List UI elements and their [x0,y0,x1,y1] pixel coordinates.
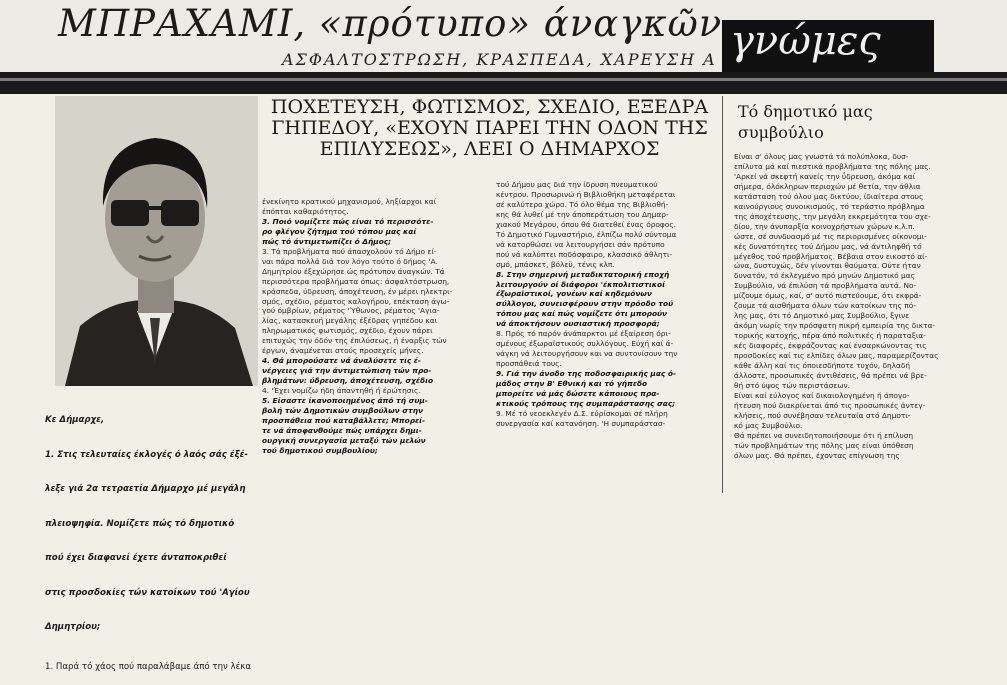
text-line: επιτυχώς την όδόν της έπιλύσεως, ή έναρξις τών [262,336,447,346]
text-line: τών προβλημάτων της πόλης μας είναι ύπόθεση [734,440,914,450]
text-line: όλων μας. Θά πρέπει, έχοντας επίγνωση της [734,450,900,460]
text-line: μάδος στην Β' Εθνική και τό γήπεδο [496,379,648,389]
text-line: δυνατόν, τό έκλεγμένο πρό μηνών Δημοτικό μας [734,271,915,281]
caption-line: πλειοψηφία. Νομίζετε πώς τό δημοτικό [45,518,235,529]
text-line: δίου, την άνυπαρξία κοινοχρήστων χώρων κ.λ.π. [734,221,915,231]
caption-line: Δημητρίου; [45,622,101,632]
text-line: άκόμη νωρίς την πρόσφατη πικρή εμπειρία της δικτα- [734,321,936,331]
text-line: ναι πάρα πολλά διά τον λόγο τούτο ό δήμος 'Α. [262,256,438,266]
text-line: πού νά καλύπτει ποδόσφαιρο, κλασσικό άθλητι- [496,249,673,259]
caption-line: λεξε γιά 2α τετραετία Δήμαρχο μέ μεγάλη [45,484,246,494]
text-line: πώς τό άντιμετωπίζει ό Δήμος; [262,236,392,246]
caption-line: 1. Στις τελευταίες έκλογές ό λαός σάς έξέ- [45,449,249,460]
text-line: ένεκίνητο κρατικού μηχανισμού, ληξίαρχοι καί [262,197,437,206]
caption-line: 1. Παρά τό χάος πού παραλάβαμε άπό την λέκα [45,661,252,672]
page-divider-line [0,78,1007,81]
text-line: Συμβούλιο, νά έπιλύση τά προβλήματα αυτά. Νο- [734,281,917,291]
text-line: 9. Μέ τό νεοεκλεγέν Δ.Σ. εύρίσκομαι σέ πλήρη [496,408,668,418]
text-line: 'Αρκεί νά σκεφτή κανείς την ΰδρευση, άκόμα καί [734,171,916,181]
interview-question-1 [45,392,255,685]
text-line: τε νά άποφανθούμε πώς υπάρχει δημι- [262,425,422,435]
text-line: σέ καλύτερο χώρο. Τό όλο θέμα της Βιβλιοθή- [496,199,669,209]
text-line: μίζουμε όμως, καί, σ' αυτό πιστεύουμε, ότι εκφρά- [734,291,922,301]
text-line: κάθε άλλη καί τις όποιεσδήποτε τυχόν, δηλαδή [734,361,911,371]
text-line: νά κατορθώσει να λειτουργήσει σάν πρότυπο [496,239,665,249]
text-line: ώστε, σέ συνδυασμό μέ τις περιορισμένες οίκονομι- [734,231,927,241]
article-column-2 [496,180,720,493]
text-line: 4. 'Έχει νομίζω ήδη άπαντηθή ή έρώτησις. [262,386,421,396]
text-line: 4. Θά μπορούσατε νά άναλύσετε τις έ- [262,356,421,366]
text-line: νά άποκτήσουν ουσιαστική προσφορά; [496,319,660,329]
page-divider [0,72,1007,94]
text-line: έξωραϊστικοί, γονέων καί κηδεμόνων [496,289,652,299]
text-line: προσδοκίες καί τις ελπίδες όλων μας, παραμερίζοντας [734,351,939,361]
text-line: ρο φλέγον ζήτημα τού τόπου μας καί [262,226,417,236]
text-line: λίας, κατασκευή μεγάλης έξέδρας γηπέδου και [262,316,438,326]
text-line: συνεργασία καί κατανόηση. 'Η συμπαράστασ- [496,418,666,428]
headline-subline: ΑΣΦΑΛΤΟΣΤΡΩΣΗ, ΚΡΑΣΠΕΔΑ, ΧΑΡΕΥΣΗ Α [282,50,717,69]
text-line: θή στό ύψος τών περιστάσεων. [734,380,851,390]
text-line: ώνα, δυστυχώς, δέν γίνονται θαύματα. Ούτε ήταν [734,261,921,271]
section-label: γνώμες [730,18,881,64]
text-line: 3. Ποιό νομίζετε πώς είναι τό περισσότε- [262,216,434,226]
caption-line: πού έχει διαφανεί έχετε άνταποκριθεί [45,553,227,563]
caption-line: στις προσδοκίες τών κατοίκων τού 'Αγίου [45,587,250,598]
sidebar-body [734,152,996,493]
text-line: σμός, σχέδιο, ρέματος καλογήρου, επέκταση άγω- [262,296,450,306]
mayor-portrait-photo [55,96,258,386]
text-line: κράσπεδα, ύδρευση, άποχέτευση, έν μέρει ηλεκτρι- [262,286,453,296]
text-line: λειτουργούν οί διάφοροι 'έκπολιτιστικοί [496,279,665,289]
text-line: κλήσεις, πού συνέβησαν τελευταία στό Δημοτι- [734,410,911,420]
text-line: ήτευση πού διακρίνεται άπό τις προσωπικές άντεγ- [734,400,926,410]
text-line: κης θά λυθεί μέ την άποπεράτωση του Δημαρ- [496,209,669,219]
text-line: επίλυτα μά καί πιεστικά προβλήματα της πόλης μας. [734,161,931,171]
text-line: τού Δήμου μας διά την ίδρυση πνευματικού [496,180,658,189]
text-line: κό μας Συμβούλιο. [734,420,803,430]
text-line: μέγεθος τού προβλήματος. Βέβαια στον εικοστό αί- [734,251,928,261]
text-line: βολή τών Δημοτικών συμβούλων στην [262,406,424,416]
text-line: σμό, μπάσκετ, βόλεϋ, τένις κλπ. [496,259,615,269]
text-line: γού όμβρίων, ρέματος 'Ύθωνος, ρέματος 'Αγια- [262,306,440,316]
text-line: καινούργιους συνοικισμούς, τό τεράστιο πρόβλημα [734,201,925,211]
text-line: 8. Πρός τό παρόν άνάπαρκτοι μέ έξαίρεση όρι- [496,329,671,339]
text-line: κέντρου. Προσωρινώ ή Βιβλιοθήκη μεταφέρεται [496,189,676,199]
text-line: βλημάτων: ύδρευση, άποχέτευση, σχέδιο [262,376,434,386]
sidebar-title: Τό δημοτικό μας συμβούλιο [738,102,873,142]
text-line: ζουμε τά αισθήματα όλων τών κατοίκων της πό- [734,301,916,311]
text-line: κές δυνατότητες τού Δήμου μας, νά άντιληφθή τό [734,241,922,251]
caption-line: Κε Δήμαρχε, [45,415,105,425]
text-line: Είναι σ' όλους μας γνωστά τά πολύπλοκα, δυσ- [734,152,909,161]
text-line: προσπάθεια πού καταβάλλετε; Μπορεί- [262,415,426,425]
text-line: λης μας, ότι τό Δημοτικό μας Συμβούλιο, ξγινε [734,311,910,321]
article-title: ΠΟΧΕΤΕΥΣΗ, ΦΩΤΙΣΜΟΣ, ΣΧΕΔΙΟ, ΕΞΕΔΡΑ ΓΗΠΕΔΟΥ, «ΕΧΟΥΝ ΠΑΡΕΙ ΤΗΝ ΟΔΟΝ ΤΗΣ ΕΠΙΛΥΣΕΩΣ», ΛΕΕΙ Ο ΔΗΜΑΡΧΟΣ [270,96,709,160]
text-line: τορικής κατοχής, πέρα άπό πολιτικές ή παραταξια- [734,331,926,341]
text-line: νάγκη νά λειτουργήσουν και να συντονίσουν την [496,349,678,359]
text-line: πληρωματικός φωτισμός, σχέδιο, έχουν πάρει [262,326,433,336]
text-line: Δημητρίου έξεχώρησε ώς πρότυπον άναγκών. Τά [262,266,445,276]
text-line: κατάσταση τού όλου μας δικτύου, ίδιαίτερα στους [734,191,924,201]
text-line: της άποχέτευσης, την μεγάλη εκκρεμότητα του σχε- [734,211,931,221]
text-line: 9. Γιά την άνοδο της ποδοσφαιρικής μας ό- [496,369,677,379]
text-line: έπόπται καθαριότητος. [262,206,349,216]
text-line: άλλοστε, προσωπικές άντιθέσεις, θά πρέπει νά βρε- [734,370,927,380]
text-line: σύλλογοι, συνεισφέρουν στην πρόοδο τού [496,299,674,309]
text-line: Είναι καί εύλογος καί δικαιολογημένη ή άπογο- [734,390,910,400]
text-line: 8. Στην σημερινή μεταδικτατορική εποχή [496,269,670,279]
text-line: σμένους έξωραϊστικούς συλλόγους. Εύχή καί ά- [496,339,674,349]
text-line: τόπου μας καί πώς νομίζετε ότι μπορούν [496,309,668,319]
front-headline: ΜΠΡΑΧΑΜΙ, «πρότυπο» άναγκῶν [58,2,723,45]
text-line: περισσότερα προβλήματα όπως: άσφαλτόστρωση, [262,276,450,286]
text-line: μπορείτε νά μάς δώσετε κάποιους πρα- [496,389,660,399]
text-line: Θά πρέπει να συνειδητοποιήσουμε ότι ή επίλυση [734,430,914,440]
text-line: τού δημοτικού συμβουλίου; [262,445,378,455]
text-line: έργων, άναμένεται στούς προσεχείς μήνες. [262,346,424,356]
text-line: σήμερα, όλόκληρων περιοχών μέ θετία, την άθλια [734,181,921,191]
text-line: προσπάθειά τους. [496,359,562,369]
column-divider [722,96,723,493]
text-line: κές διαφορές, έκφράζοντας καί ένσαρκώνοντας τις [734,341,927,351]
text-line: 5. Είσαστε ίκανοποιημένος άπό τή συμ- [262,396,428,406]
text-line: Τό Δημοτικό Γυμναστήριο, έλπίζω πολύ σύντομα [496,229,677,239]
text-line: κτικούς τρόπους της συμπαράστασης σας; [496,398,676,408]
text-line: χιακού Μεγάρου, όπου θά διατεθεί ένας όροφος. [496,219,677,229]
text-line: 3. Τά προβλήματα πού άπασχολούν τό Δήμο εί- [262,246,437,256]
article-column-1 [262,197,494,493]
text-line: νέργειες γιά την άντιμετώπιση τών προ- [262,366,432,376]
text-line: ουργική συνεργασία μεταξύ τών μελών [262,435,426,445]
